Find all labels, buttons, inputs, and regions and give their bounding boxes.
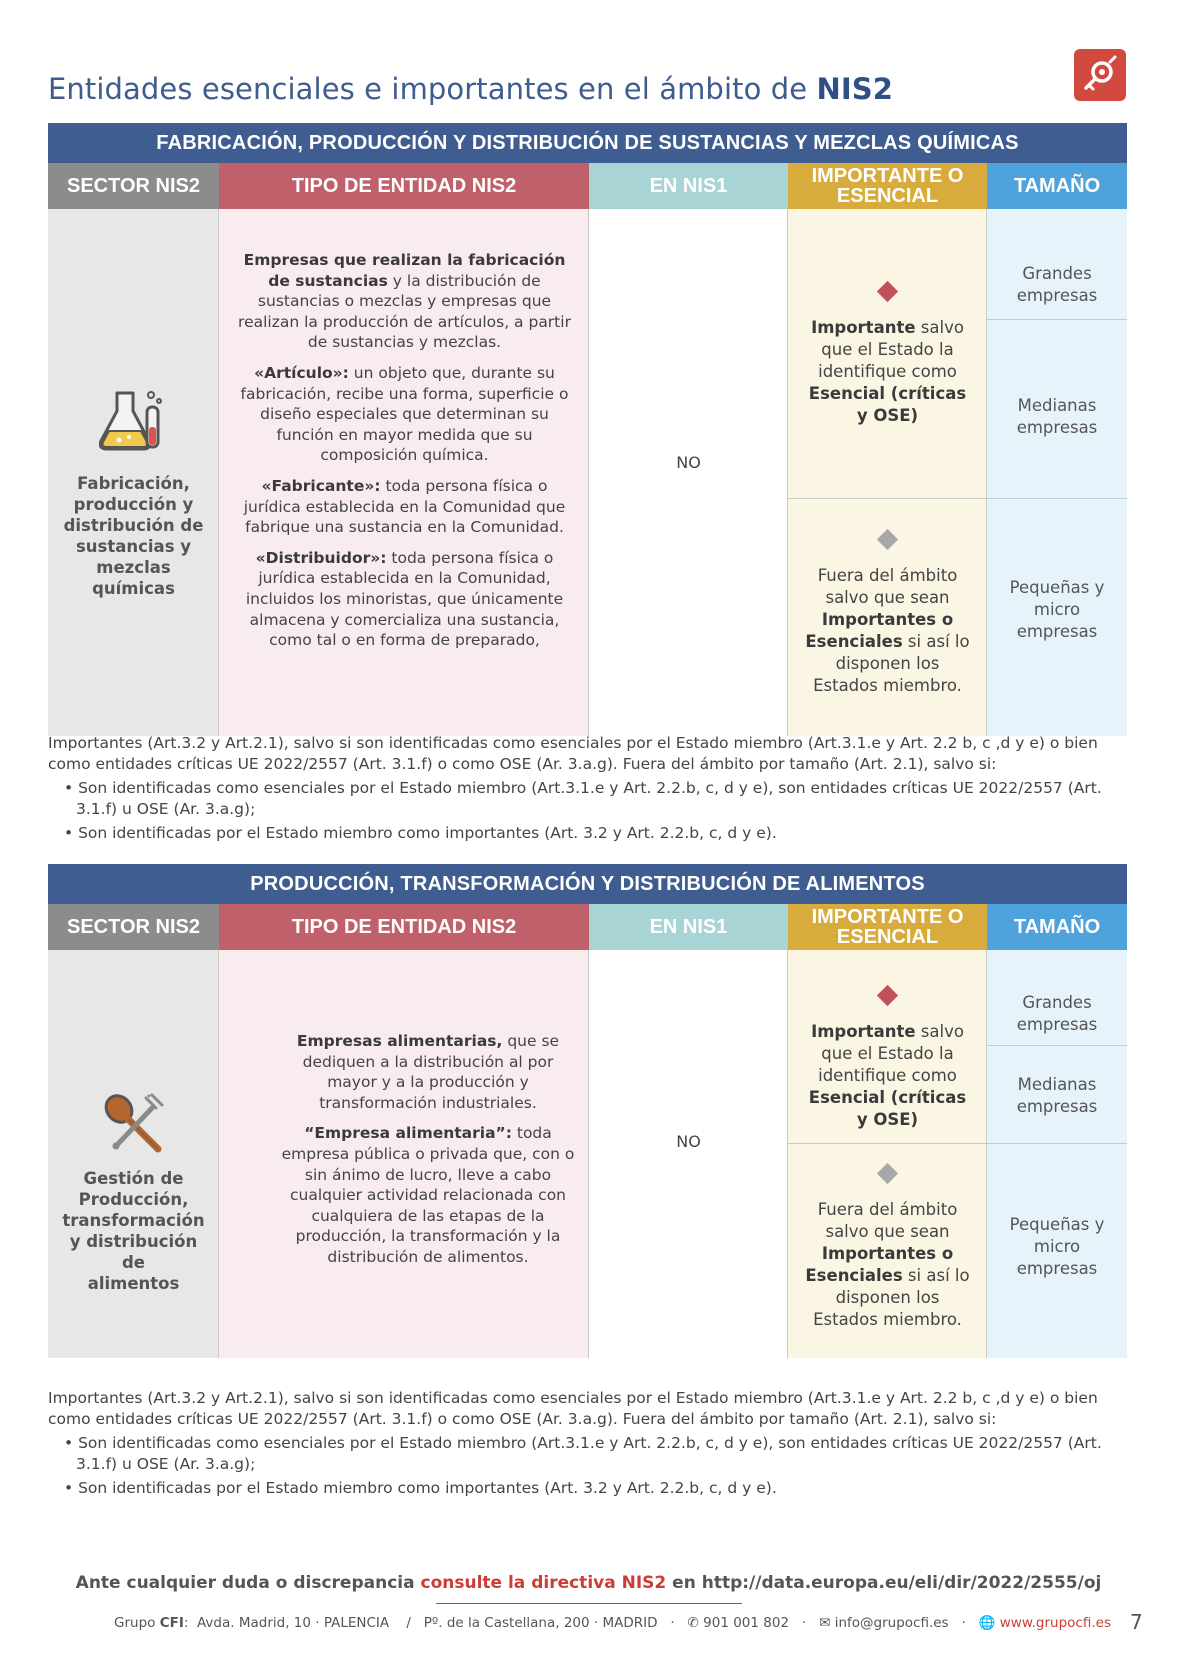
website-link[interactable]: www.grupocfi.es bbox=[999, 1615, 1111, 1631]
definition-articulo: «Artículo»: un objeto que, durante su fabricación, recibe una forma, superficie o diseño especiales que determinan su función en mayor medida que su composición química. bbox=[240, 363, 569, 465]
table-header bbox=[48, 163, 1127, 209]
header-sector: SECTOR NIS2 bbox=[48, 904, 219, 950]
header-nis1: EN NIS1 bbox=[589, 163, 788, 209]
table-food bbox=[48, 864, 1127, 1358]
tipo-cell bbox=[232, 250, 577, 661]
table-band-title: FABRICACIÓN, PRODUCCIÓN Y DISTRIBUCIÓN DE SUSTANCIAS Y MEZCLAS QUÍMICAS bbox=[48, 123, 1127, 163]
tipo-cell bbox=[278, 1031, 578, 1278]
notes-table2: Importantes (Art.3.2 y Art.2.1), salvo si son identificadas como esenciales por el Estado miembro (Art.3.1.e y Art. 2.2 b, c ,d y e) o bien como entidades críticas UE 2022/2557 (Art. 3.1.f) o como OSE (Ar. 3.a.g). Fuera del ámbito por tamaño (Art. 2.1), salvo si: • Son identificadas como esenciales por el Estado miembro (Art.3.1.e y Art. 2.2.b, c, d y e), son entidades críticas UE 2022/2557 (Art. 3.1.f) u OSE (Ar. 3.a.g); • Son identificadas por el Estado miembro como importantes (Art. 3.2 y Art. 2.2.b, c, d y e). bbox=[48, 1389, 1102, 1497]
diamond-red-icon bbox=[877, 985, 898, 1006]
phone-number[interactable]: 901 001 802 bbox=[703, 1615, 790, 1631]
grupocfi-logo bbox=[1074, 49, 1126, 101]
header-importante: IMPORTANTE O ESENCIAL bbox=[788, 904, 987, 950]
definition-distribuidor: «Distribuidor»: toda persona física o jurídica establecida en la Comunidad, incluidos los minoristas, que únicamente almacena y comercializa una sustancia, como tal o en forma de preparado, bbox=[245, 548, 564, 650]
definition-fabricante: «Fabricante»: toda persona física o jurídica establecida en la Comunidad que fabrique una sustancia en la Comunidad. bbox=[243, 476, 566, 537]
size-small: Pequeñas y micro empresas bbox=[1009, 578, 1105, 641]
fuera-ambito-cell: Fuera del ámbito salvo que sean Importantes o Esenciales si así lo disponen los Estados miembro. bbox=[788, 1166, 987, 1331]
header-tipo: TIPO DE ENTIDAD NIS2 bbox=[219, 163, 589, 209]
importante-cell: Importante salvo que el Estado la identifique como Esencial (críticas y OSE) bbox=[788, 988, 987, 1131]
notes-table1: Importantes (Art.3.2 y Art.2.1), salvo si son identificadas como esenciales por el Estado miembro (Art.3.1.e y Art. 2.2 b, c ,d y e) o bien como entidades críticas UE 2022/2557 (Art. 3.1.f) o como OSE (Ar. 3.a.g). Fuera del ámbito por tamaño (Art. 2.1), salvo si: • Son identificadas como esenciales por el Estado miembro (Art.3.1.e y Art. 2.2.b, c, d y e), son entidades críticas UE 2022/2557 (Art. 3.1.f) u OSE (Ar. 3.a.g); • Son identificadas por el Estado miembro como importantes (Art. 3.2 y Art. 2.2.b, c, d y e). bbox=[48, 734, 1102, 842]
sector-cell: Fabricación, producción y distribución de sustancias y mezclas químicas bbox=[48, 387, 219, 599]
size-medium: Medianas empresas bbox=[1016, 396, 1098, 437]
footer-contact: Grupo CFI: Avda. Madrid, 10 · PALENCIA / Pº. de la Castellana, 200 · MADRID · ✆ 901 001 802 · ✉ info@grupocfi.es · 🌐 www.grupocfi.es bbox=[114, 1615, 1111, 1631]
chemistry-flask-icon bbox=[99, 387, 169, 461]
email-link[interactable]: info@grupocfi.es bbox=[834, 1615, 949, 1631]
table-chemicals bbox=[48, 123, 1127, 736]
page-number: 7 bbox=[1130, 1610, 1143, 1634]
key-lock-icon bbox=[1074, 49, 1126, 101]
mail-icon: ✉ bbox=[819, 1615, 831, 1631]
phone-icon: ✆ bbox=[687, 1615, 699, 1631]
diamond-red-icon bbox=[877, 281, 898, 302]
size-medium: Medianas empresas bbox=[1016, 1075, 1098, 1116]
size-small: Pequeñas y micro empresas bbox=[1009, 1215, 1105, 1278]
header-tamano: TAMAÑO bbox=[987, 163, 1127, 209]
header-nis1: EN NIS1 bbox=[589, 904, 788, 950]
definition-empresa-alimentaria: “Empresa alimentaria”: toda empresa pública o privada que, con o sin ánimo de lucro, lleve a cabo cualquier actividad relacionada con cualquiera de las etapas de la producción, la transformación y la distribución de alimentos. bbox=[281, 1124, 575, 1266]
size-large: Grandes empresas bbox=[1016, 264, 1098, 305]
nis1-value: NO bbox=[676, 453, 701, 472]
nis1-value: NO bbox=[676, 1132, 701, 1151]
spoon-fork-icon bbox=[102, 1092, 166, 1156]
header-tipo: TIPO DE ENTIDAD NIS2 bbox=[219, 904, 589, 950]
diamond-grey-icon bbox=[877, 529, 898, 550]
directive-note: Ante cualquier duda o discrepancia consulte la directiva NIS2 en http://data.europa.eu/eli/dir/2022/2555/oj bbox=[75, 1573, 1102, 1593]
importante-cell: Importante salvo que el Estado la identifique como Esencial (críticas y OSE) bbox=[788, 284, 987, 427]
definition-empresas-alimentarias: Empresas alimentarias, que se dediquen a la distribución al por mayor y a la producción y transformación industriales. bbox=[296, 1032, 560, 1112]
table-body bbox=[48, 209, 1127, 736]
globe-icon: 🌐 bbox=[978, 1615, 996, 1631]
header-importante: IMPORTANTE O ESENCIAL bbox=[788, 163, 987, 209]
definition-empresas: Empresas que realizan la fabricación de sustancias y la distribución de sustancias o mezclas y empresas que realizan la producción de artículos, a partir de sustancias y mezclas. bbox=[238, 251, 571, 352]
diamond-grey-icon bbox=[877, 1163, 898, 1184]
sector-cell: Gestión de Producción, transformación y distribución de alimentos bbox=[48, 1092, 219, 1294]
table-body bbox=[48, 950, 1127, 1358]
fuera-ambito-cell: Fuera del ámbito salvo que sean Importantes o Esenciales si así lo disponen los Estados miembro. bbox=[788, 532, 987, 697]
header-tamano: TAMAÑO bbox=[987, 904, 1127, 950]
header-sector: SECTOR NIS2 bbox=[48, 163, 219, 209]
directive-link[interactable]: consulte la directiva NIS2 bbox=[420, 1573, 667, 1593]
table-band-title: PRODUCCIÓN, TRANSFORMACIÓN Y DISTRIBUCIÓN DE ALIMENTOS bbox=[48, 864, 1127, 904]
table-header bbox=[48, 904, 1127, 950]
size-large: Grandes empresas bbox=[1016, 993, 1098, 1034]
page-title: Entidades esenciales e importantes en el ámbito de NIS2 bbox=[48, 72, 894, 106]
